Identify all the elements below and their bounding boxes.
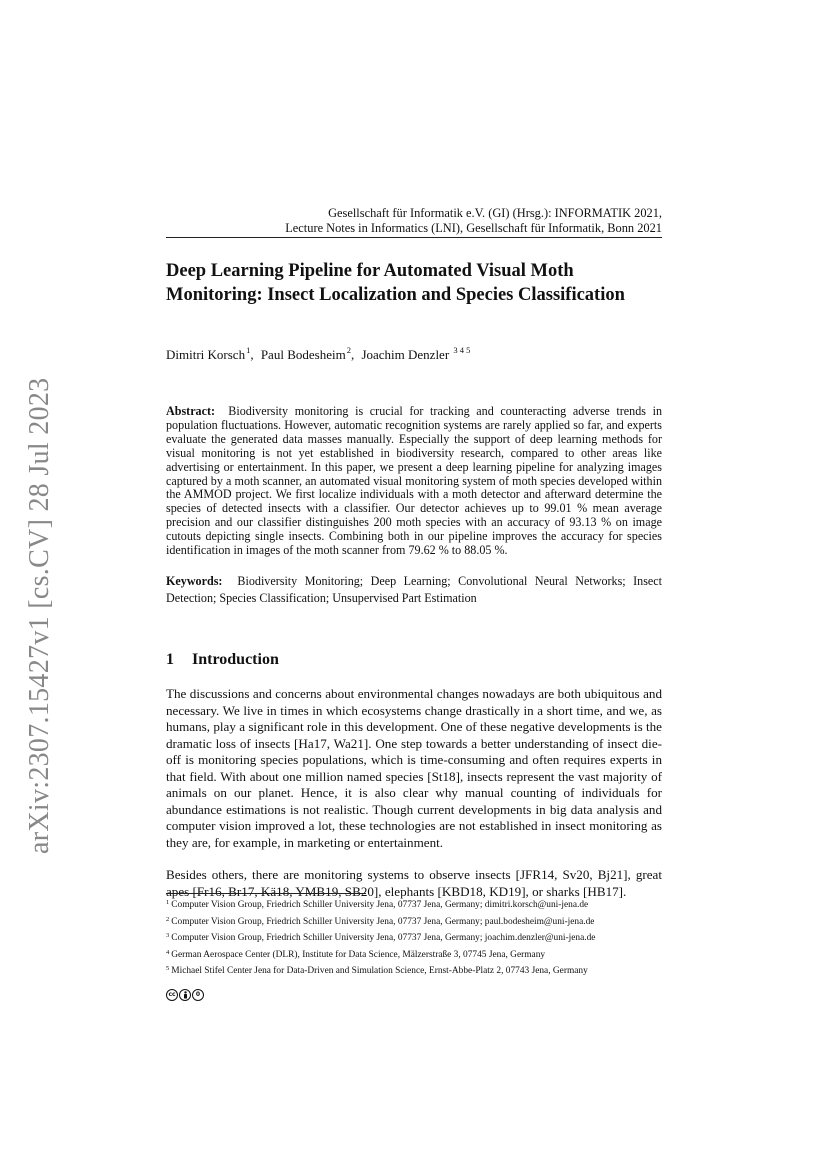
footnote [166,929,666,946]
person-icon [182,991,189,999]
author-name: Paul Bodesheim [260,347,346,362]
author-name: Dimitri Korsch [166,347,246,362]
section-number: 1 [166,651,174,669]
author-affiliation-mark: 1 [246,345,251,355]
footnotes [166,896,666,979]
author-separator: , [350,347,355,362]
footnote-text: Computer Vision Group, Friedrich Schiller University Jena, 07737 Jena, Germany; joachim.denzler@uni-jena.de [171,933,596,944]
cc-zero-icon: 0 [192,989,204,1001]
arxiv-stamp [20,372,60,856]
author-list [166,341,470,364]
abstract [166,405,662,558]
author-affiliation-mark: 2 [346,345,351,355]
paper-title-line-2: Monitoring: Insect Localization and Species Classification [166,285,625,305]
arxiv-identifier: arXiv:2307.15427v1 [cs.CV] 28 Jul 2023 [24,377,55,854]
body-paragraph: Besides others, there are monitoring systems to observe insects [JFR14, Sv20, Bj21], great apes [Fr16, Br17, Kä18, YMB19, SB20], elephants [KBD18, KD19], or sharks [HB17]. [166,867,662,899]
footnote-mark: 1 [166,899,170,906]
footnote-text: German Aerospace Center (DLR), Institute for Data Science, Mälzerstraße 3, 07745 Jena, Germany [171,949,546,960]
paper-title-line-1: Deep Learning Pipeline for Automated Visual Moth [166,261,574,281]
section-title: Introduction [192,651,279,669]
footnote-mark: 3 [166,932,170,940]
keywords-text: Biodiversity Monitoring; Deep Learning; Convolutional Neural Networks; Insect Detection; Species Classification; Unsupervised Part Estimation [166,574,662,605]
header-rule [166,237,662,238]
author-affiliation-mark: 3 4 5 [453,345,471,355]
cc-license-badge [166,989,204,1001]
footnote-rule [166,893,366,894]
footnote-mark: 5 [166,965,170,973]
footnote-mark: 2 [166,915,170,923]
footnote [166,913,666,930]
footnote [166,896,666,913]
abstract-label: Abstract: [166,404,216,418]
footnote-text: Computer Vision Group, Friedrich Schiller University Jena, 07737 Jena, Germany; dimitri.korsch@uni-jena.de [171,900,589,910]
body-paragraph: The discussions and concerns about environmental changes nowadays are both ubiquitous and necessary. We live in times in which ecosystems change drastically in a short time, and we, as humans, play a significant role in this development. One of these negative developments is the dramatic loss of insects [Ha17, Wa21]. One step towards a better understanding of insect die-off is monitoring species populations, which is time-consuming and often requires experts in that field. With about one million named species [St18], insects represent the vast majority of animals on our planet. Hence, it is also clear why manual counting of individuals for abundance estimations is not realistic. Though current developments in big data analysis and computer vision improved a lot, these technologies are not established in insect monitoring as they are, for example, in marketing or entertainment. [166,686,662,850]
footnote-mark: 4 [166,948,170,956]
running-header-line-1: Gesellschaft für Informatik e.V. (GI) (Hrsg.): INFORMATIK 2021, [328,206,662,220]
keywords-label: Keywords: [166,574,223,588]
by-attribution-icon [179,989,191,1001]
cc-icon: cc [166,989,178,1001]
author-separator: , [250,347,254,362]
running-header-line-2: Lecture Notes in Informatics (LNI), Gesellschaft für Informatik, Bonn 2021 [285,221,662,235]
running-header [166,206,662,236]
footnote [166,946,666,963]
footnote [166,962,666,979]
keywords [166,573,662,606]
section-heading [166,651,279,669]
abstract-text: Biodiversity monitoring is crucial for tracking and counteracting adverse trends in population fluctuations. However, automatic recognition systems are rarely applied so far, and experts evaluate the generated data masses manually. Especially the support of deep learning methods for visual monitoring is not yet established in biodiversity research, compared to other areas like advertising or entertainment. In this paper, we present a deep learning pipeline for analyzing images captured by a moth scanner, an automated visual monitoring system of moth species developed within the AMMOD project. We first localize individuals with a moth detector and afterward determine the species of detected insects with a classifier. Our detector achieves up to 99.01 % mean average precision and our classifier distinguishes 200 moth species with an accuracy of 93.13 % on image cutouts depicting single insects. Combining both in our pipeline improves the accuracy for species identification in images of the moth scanner from 79.62 % to 88.05 %. [166,404,662,558]
author-name: Joachim Denzler [361,347,450,362]
footnote-text: Michael Stifel Center Jena for Data-Driven and Simulation Science, Ernst-Abbe-Platz 2, 07743 Jena, Germany [171,966,588,977]
paper-title [166,259,666,307]
footnote-text: Computer Vision Group, Friedrich Schiller University Jena, 07737 Jena, Germany; paul.bodesheim@uni-jena.de [171,916,595,927]
